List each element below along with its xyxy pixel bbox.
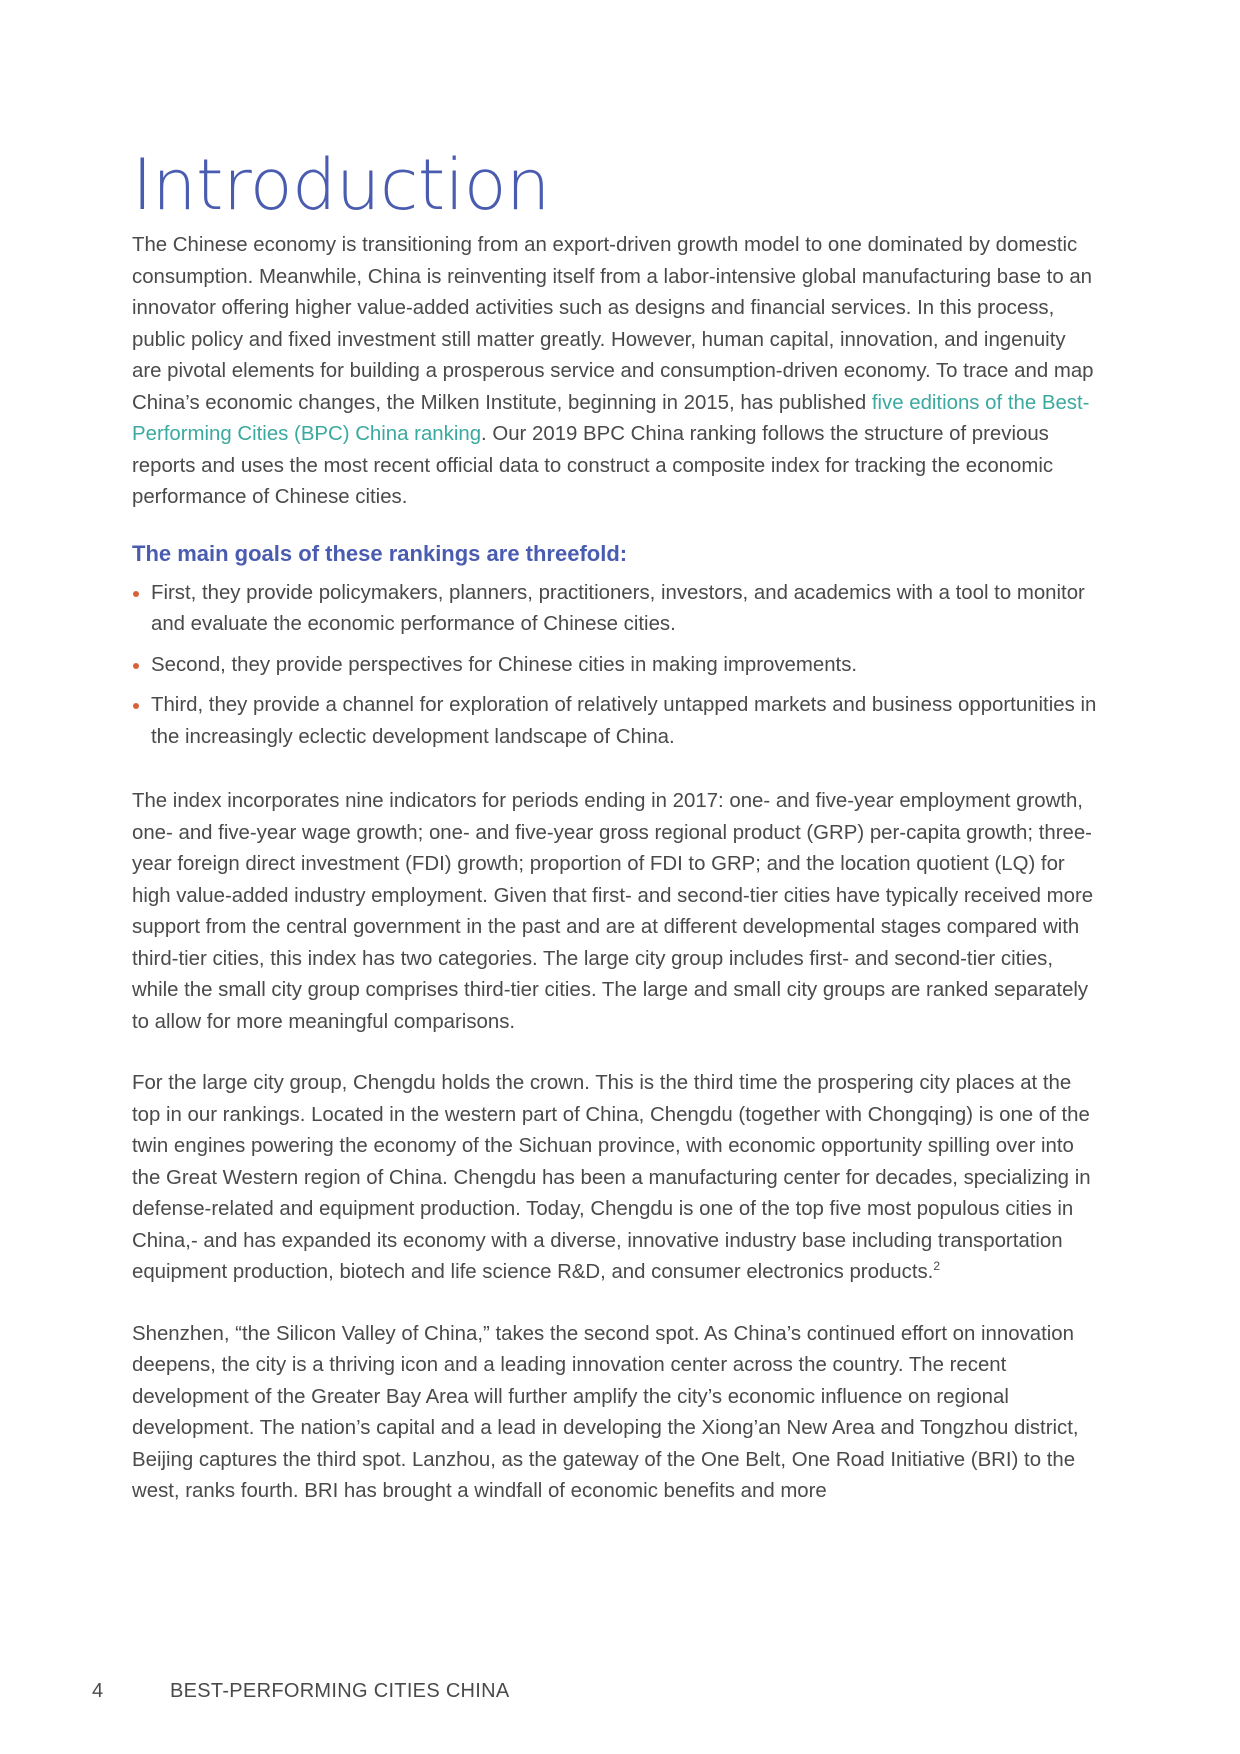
index-paragraph: The index incorporates nine indicators for periods ending in 2017: one- and five-year employment growth, one- and five-year wage growth; one- and five-year gross regional product (GRP) per-capita growth; three-year foreign direct investment (FDI) growth; proportion of FDI to GRP; and the location quotient (LQ) for high value-added industry employment. Given that first- and second-tier cities have typically received more support from the central government in the past and are at different developmental stages compared with third-tier cities, this index has two categories. The large city group includes first- and second-tier cities, while the small city group comprises third-tier cities. The large and small city groups are ranked separately to allow for more meaningful comparisons. — [132, 790, 1094, 1033]
goal-text: Third, they provide a channel for exploration of relatively untapped markets and business opportunities in the increasingly eclectic development landscape of China. — [151, 694, 1097, 748]
intro-text: The Chinese economy is transitioning from an export-driven growth model to one dominated by domestic consumption. Meanwhile, China is reinventing itself from a labor-intensive global manufacturing base to an innovator offering higher value-added activities such as designs and financial services. In this process, public policy and fixed investment still matter greatly. However, human capital, innovation, and ingenuity are pivotal elements for building a prosperous service and consumption-driven economy. To trace and map China’s economic changes, the Milken Institute, beginning in 2015, has published — [132, 234, 1094, 414]
bullet-icon — [133, 591, 139, 597]
list-item — [132, 650, 1100, 682]
bpc-ranking-link[interactable]: five editions of the Best-Performing Cities (BPC) China ranking — [132, 391, 1090, 445]
large-city-text: For the large city group, Chengdu holds the crown. This is the third time the prospering city places at the top in our rankings. Located in the western part of China, Chengdu (together with Chongqing) is one of the twin engines powering the economy of the Sichuan province, with economic opportunity spilling over into the Great Western region of China. Chengdu has been a manufacturing center for decades, specializing in defense-related and equipment production. Today, Chengdu is one of the top five most populous cities in China,- and has expanded its economy with a diverse, innovative industry base including transportation equipment production, biotech and life science R&D, and consumer electronics products. — [132, 1072, 1091, 1283]
goals-heading: The main goals of these rankings are threefold: — [132, 540, 628, 566]
goals-list — [132, 578, 1100, 754]
footnote-marker[interactable]: 2 — [933, 1259, 941, 1274]
shenzhen-paragraph: Shenzhen, “the Silicon Valley of China,” takes the second spot. As China’s continued effort on innovation deepens, the city is a thriving icon and a leading innovation center across the country. The recent development of the Greater Bay Area will further amplify the city’s economic influence on regional development. The nation’s capital and a lead in developing the Xiong’an New Area and Tongzhou district, Beijing captures the third spot. Lanzhou, as the gateway of the One Belt, One Road Initiative (BRI) to the west, ranks fourth. BRI has brought a windfall of economic benefits and more — [132, 1322, 1079, 1502]
footer-title: BEST-PERFORMING CITIES CHINA — [170, 1680, 510, 1702]
list-item — [132, 578, 1100, 641]
page-content — [132, 144, 1100, 1508]
goal-text: Second, they provide perspectives for Chinese cities in making improvements. — [151, 653, 858, 676]
intro-text-continued: . Our 2019 BPC China ranking follows the structure of previous reports and uses the most recent official data to construct a composite index for tracking the economic performance of Chinese cities. — [132, 423, 1054, 508]
intro-paragraph — [132, 230, 1100, 514]
list-item — [132, 690, 1100, 753]
page-title: Introduction — [132, 144, 550, 226]
goal-text: First, they provide policymakers, planners, practitioners, investors, and academics with a tool to monitor and evaluate the economic performance of Chinese cities. — [151, 581, 1085, 635]
bullet-icon — [133, 703, 139, 709]
bullet-icon — [133, 663, 139, 669]
large-city-paragraph — [132, 1068, 1100, 1289]
page-number: 4 — [92, 1680, 104, 1702]
